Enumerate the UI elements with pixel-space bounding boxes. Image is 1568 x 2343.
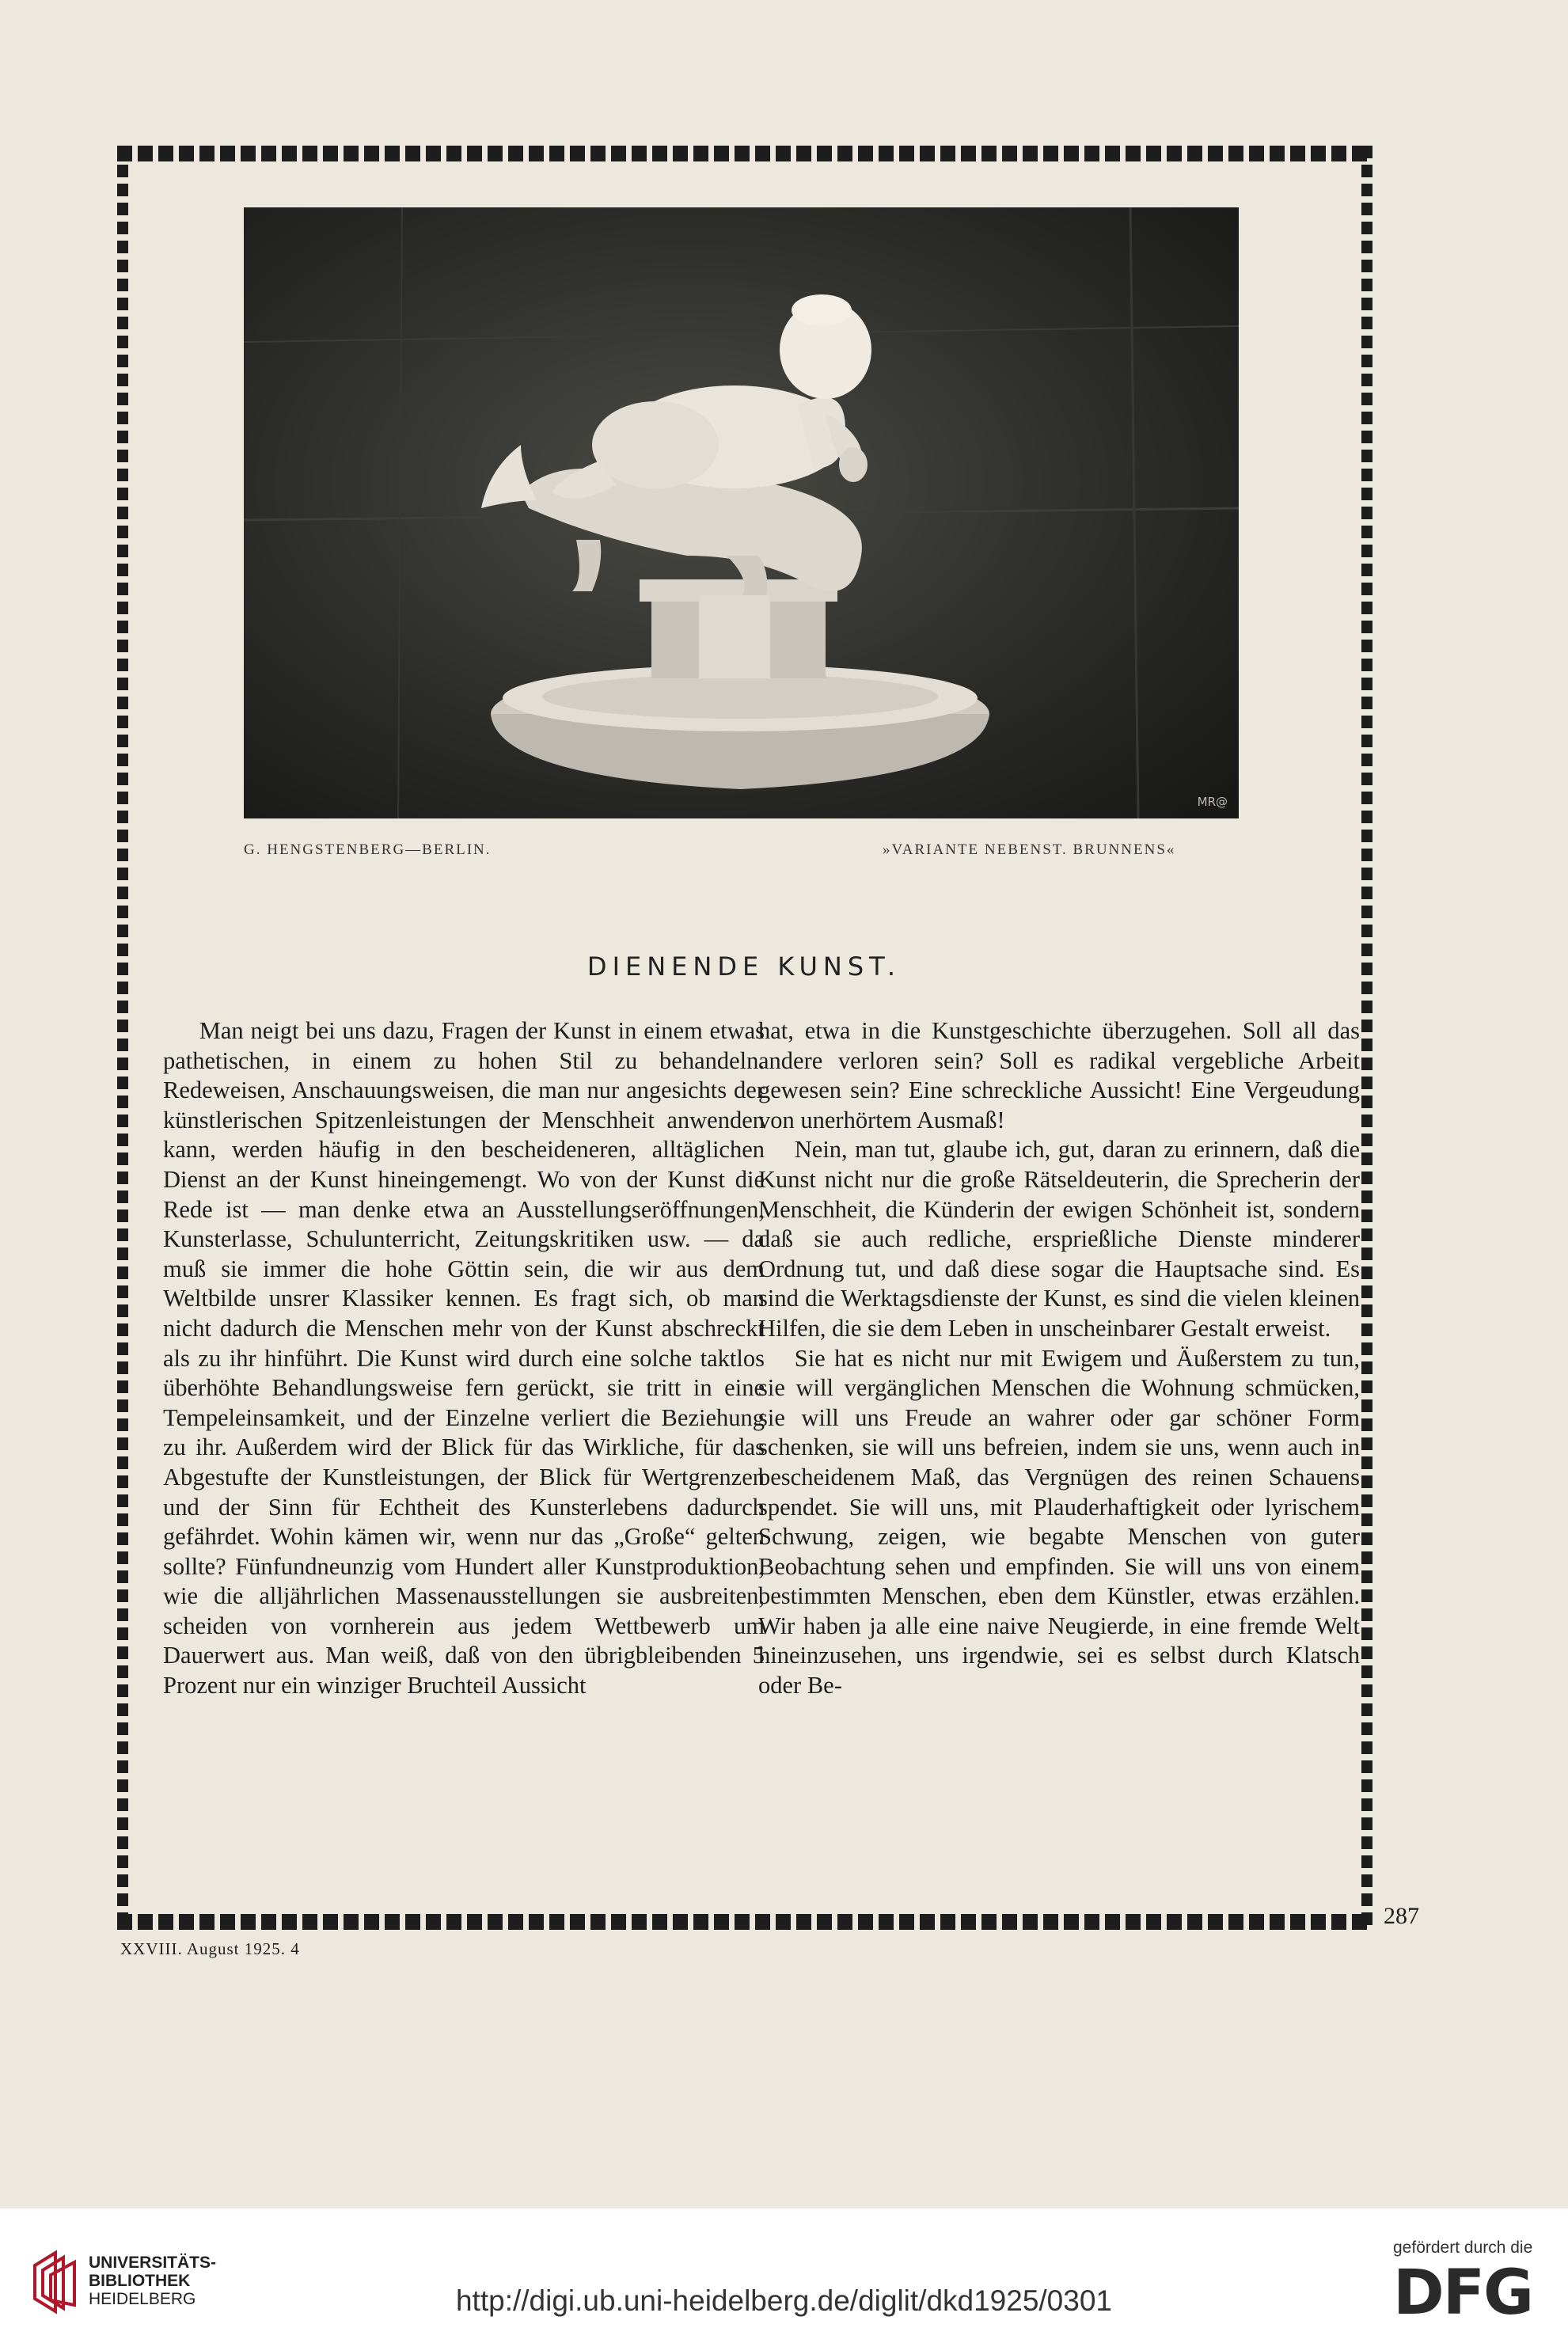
digitization-footer bbox=[0, 2208, 1568, 2343]
dfg-logo: DFG bbox=[1393, 2258, 1533, 2329]
paragraph: Nein, man tut, glaube ich, gut, daran zu erinnern, daß die Kunst nicht nur die große Rätseldeuterin, die Sprecherin der Menschheit, die Künderin der ewigen Schönheit ist, sondern daß sie auch redliche, ersprießliche Dienste minderer Ordnung tut, und daß diese sogar die Hauptsache sind. Es sind die Werktagsdienste der Kunst, es sind die vielen kleinen Hilfen, die sie dem Leben in unscheinbarer Gestalt erweist. bbox=[758, 1136, 1360, 1342]
funded-by-label: gefördert durch die bbox=[1393, 2239, 1533, 2257]
permalink-url[interactable]: http://digi.ub.uni-heidelberg.de/diglit/dkd1925/0301 bbox=[455, 2284, 1112, 2317]
university-line: BIBLIOTHEK bbox=[89, 2272, 191, 2290]
frame-border-left bbox=[117, 146, 128, 1930]
issue-line: XXVIII. August 1925. 4 bbox=[120, 1939, 300, 1958]
caption-title: »VARIANTE NEBENST. BRUNNENS« bbox=[883, 841, 1176, 858]
frame-border-right bbox=[1361, 146, 1372, 1930]
page-number: 287 bbox=[1384, 1903, 1419, 1929]
sculpture-illustration bbox=[244, 207, 1239, 818]
paragraph: Man neigt bei uns dazu, Fragen der Kunst in einem etwas pathetischen, in einem zu hohen Stil zu behandeln. Redeweisen, Anschauungsweisen, die man nur angesichts der künstlerischen Spitzenleistungen der Menschheit anwenden kann, werden häufig in den bescheideneren, alltäglichen Dienst an der Kunst hineingemengt. Wo von der Kunst die Rede ist — man denke etwa an Ausstellungseröffnungen, Kunsterlasse, Schulunterricht, Zeitungskritiken usw. — da muß sie immer die hohe Göttin sein, die wir aus dem Weltbilde unsrer Klassiker kennen. Es fragt sich, ob man nicht dadurch die Menschen mehr von der Kunst abschreckt als zu ihr hinführt. Die Kunst wird durch eine solche taktlos überhöhte Behandlungsweise fern gerückt, sie tritt in eine Tempeleinsamkeit, und der Einzelne verliert die Beziehung zu ihr. Außerdem wird der Blick für das Wirkliche, für das Abgestufte der Kunstleistungen, der Blick für Wertgrenzen und der Sinn für Echtheit des Kunsterlebens dadurch gefährdet. Wohin kämen wir, wenn nur das „Große“ gelten sollte? Fünfundneunzig vom Hundert aller Kunstproduktion, wie die alljährlichen Massenausstellungen sie ausbreiten, scheiden von vornherein aus jedem Wettbewerb um Dauerwert aus. Man weiß, daß von den übrigbleibenden 5 Prozent nur ein winziger Bruchteil Aussicht bbox=[163, 1017, 765, 1699]
fountain-sculpture-photo bbox=[244, 207, 1239, 818]
university-line: HEIDELBERG bbox=[89, 2290, 196, 2308]
frame-border-top bbox=[117, 146, 1372, 161]
photographer-signature: MR@ bbox=[1197, 795, 1228, 809]
university-line: UNIVERSITÄTS- bbox=[89, 2254, 217, 2272]
caption-artist: G. HENGSTENBERG—BERLIN. bbox=[244, 841, 492, 858]
paragraph: hat, etwa in die Kunstgeschichte überzugehen. Soll all das andere verloren sein? Soll es radikal vergebliche Arbeit gewesen sein? Eine schreckliche Aussicht! Eine Vergeudung von unerhörtem Ausmaß! bbox=[758, 1017, 1360, 1134]
frame-border-bottom bbox=[117, 1914, 1372, 1930]
paragraph: Sie hat es nicht nur mit Ewigem und Äußerstem zu tun, sie will vergänglichen Menschen die Wohnung schmücken, sie will uns Freude an wahrer oder gar schöner Form schenken, sie will uns befreien, indem sie uns, wenn auch in bescheidenem Maß, das Vergnügen des reinen Schauens spendet. Sie will uns, mit Plauderhaftigkeit oder lyrischem Schwung, zeigen, wie begabte Menschen von guter Beobachtung sehen und empfinden. Sie will uns von einem bestimmten Menschen, eben dem Künstler, etwas erzählen. Wir haben ja alle eine naive Neugierde, in eine fremde Welt hineinzusehen, uns irgendwie, sei es selbst durch Klatsch oder Be- bbox=[758, 1344, 1360, 1699]
text-column-left bbox=[163, 1016, 765, 1701]
article-title: DIENENDE KUNST. bbox=[587, 951, 902, 982]
text-column-right bbox=[758, 1016, 1360, 1701]
